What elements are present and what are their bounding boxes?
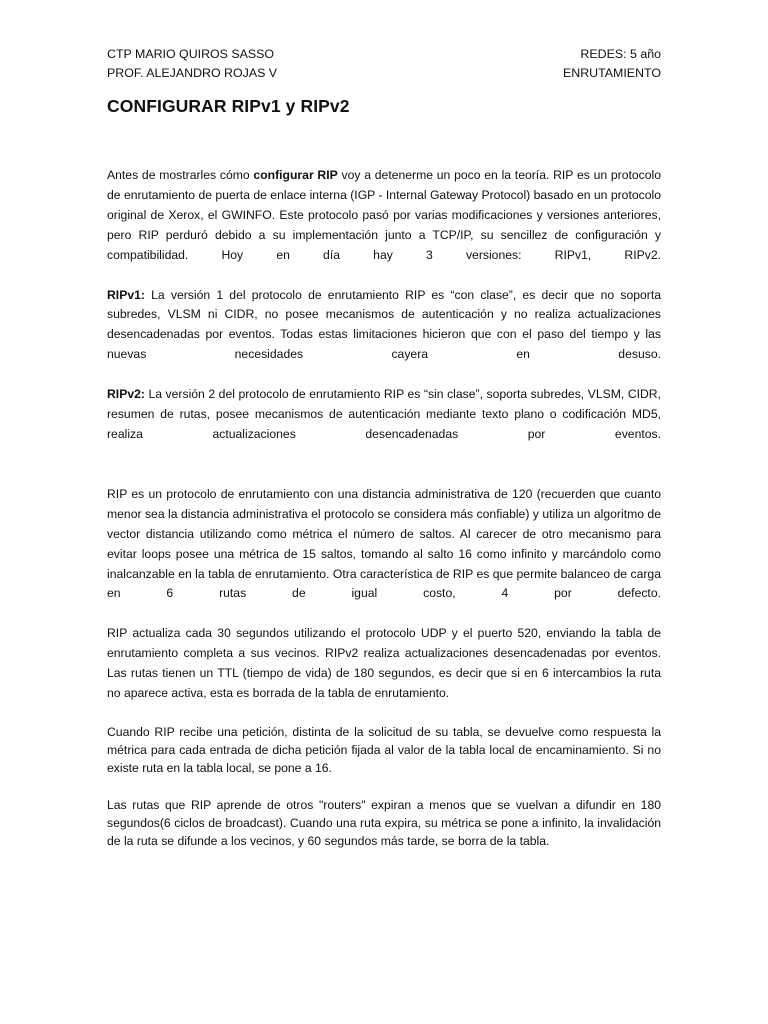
paragraph-rip-overview: RIP es un protocolo de enrutamiento con una distancia administrativa de 120 (recuerden que cuanto menor sea la distancia administrativa el protocolo se considera más confiable) y utiliza un algoritmo de vector distancia utilizando como métrica el número de saltos. Al carecer de otro mecanismo para evitar loops posee una métrica de 15 saltos, tomando al salto 16 como infinito y marcándolo como inalcanzable en la tabla de enrutamiento. Otra característica de RIP es que permite balanceo de carga en 6 rutas de igual costo, 4 por defecto. <box>107 486 661 601</box>
intro-pre: Antes de mostrarles cómo <box>107 168 254 182</box>
document-title: CONFIGURAR RIPv1 y RIPv2 <box>107 96 350 116</box>
header-row-2 <box>107 64 661 83</box>
teacher-name: PROF. ALEJANDRO ROJAS V <box>107 65 278 80</box>
header-row-1 <box>107 45 661 64</box>
ripv2-text: La versión 2 del protocolo de enrutamiento RIP es “sin clase”, soporta subredes, VLSM, CIDR, resumen de rutas, posee mecanismos de autenticación mediante texto plano o codificación MD5, realiza actualizaciones desencadenadas por eventos. <box>107 387 661 441</box>
paragraph-rip-expiry: Las rutas que RIP aprende de otros "routers" expiran a menos que se vuelvan a difundir en 180 segundos(6 ciclos de broadcast). Cuando una ruta expira, su métrica se pone a infinito, la invalidación de la ruta se difunde a los vecinos, y 60 segundos más tarde, se borra de la tabla. <box>107 798 661 848</box>
ripv1-text: La versión 1 del protocolo de enrutamiento RIP es “con clase”, es decir que no soporta subredes, VLSM ni CIDR, no posee mecanismos de autenticación y no realiza actualizaciones desencadenadas por eventos. Todas estas limitaciones hicieron que con el paso del tiempo y las nuevas necesidades cayera en desuso. <box>107 287 661 362</box>
paragraph-rip-request: Cuando RIP recibe una petición, distinta de la solicitud de su tabla, se devuelve como respuesta la métrica para cada entrada de dicha petición fijada al valor de la tabla local de encaminamiento. Si no existe ruta en la tabla local, se pone a 16. <box>107 724 661 775</box>
intro-post: voy a detenerme un poco en la teoría. RIP es un protocolo de enrutamiento de puerta de enlace interna (IGP - Internal Gateway Protocol) basado en un protocolo original de Xerox, el GWINFO. Este protocolo pasó por varias modificaciones y versiones anteriores, pero RIP perduró debido a su implementación junto a TCP/IP, su sencillez de configuración y compatibilidad. Hoy en día hay 3 versiones: RIPv1, RIPv2. <box>107 168 662 262</box>
tight-paragraphs <box>107 724 661 851</box>
ripv1-label: RIPv1: <box>107 287 145 302</box>
intro-bold: configurar RIP <box>253 168 338 182</box>
course-name: REDES: 5 año <box>580 47 661 61</box>
topic-name: ENRUTAMIENTO <box>563 65 661 80</box>
ripv1-paragraph <box>107 286 661 366</box>
ripv2-label: RIPv2: <box>107 387 145 402</box>
ripv2-paragraph <box>107 385 661 445</box>
intro-paragraph <box>107 166 661 266</box>
page-header <box>107 45 661 82</box>
paragraph-rip-updates: RIP actualiza cada 30 segundos utilizando el protocolo UDP y el puerto 520, enviando la tabla de enrutamiento completa a sus vecinos. RIPv2 realiza actualizaciones desencadenadas por eventos. Las rutas tienen un TTL (tiempo de vida) de 180 segundos, es decir que si en 6 intercambios la ruta no aparece activa, esta es borrada de la tabla de enrutamiento. <box>107 626 661 701</box>
document-body <box>107 166 661 851</box>
school-name: CTP MARIO QUIROS SASSO <box>107 47 275 61</box>
